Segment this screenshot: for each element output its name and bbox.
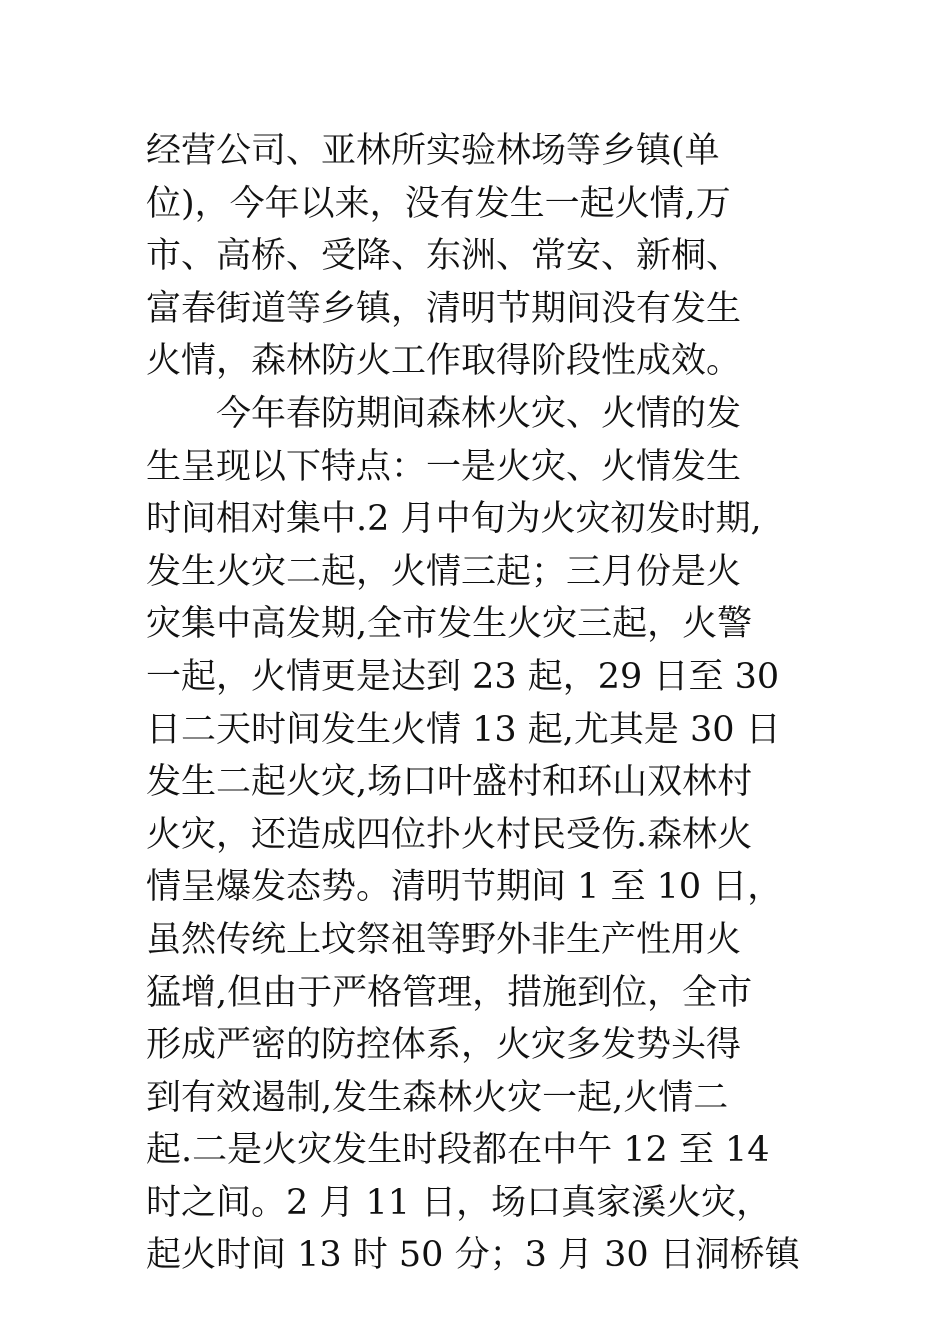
text-line: 情呈爆发态势。清明节期间 1 至 10 日， <box>146 867 783 908</box>
text-line: 灾集中高发期,全市发生火灾三起，火警 <box>146 604 753 645</box>
text-line: 时之间。2 月 11 日，场口真家溪火灾， <box>146 1182 772 1223</box>
text-line: 今年春防期间森林火灾、火情的发 <box>146 393 742 434</box>
text-line: 时间相对集中.2 月中旬为火灾初发时期, <box>146 499 762 540</box>
text-line: 位)，今年以来，没有发生一起火情,万 <box>146 183 731 224</box>
text-line: 火灾，还造成四位扑火村民受伤.森林火 <box>146 814 753 855</box>
text-line: 形成严密的防控体系，火灾多发势头得 <box>146 1025 742 1066</box>
text-line: 到有效遏制,发生森林火灾一起,火情二 <box>146 1077 729 1118</box>
text-line: 日二天时间发生火情 13 起,尤其是 30 日 <box>146 709 781 750</box>
body-text <box>146 125 826 1282</box>
text-line: 发生火灾二起，火情三起；三月份是火 <box>146 551 742 592</box>
text-line: 一起，火情更是达到 23 起，29 日至 30 <box>146 656 780 697</box>
text-line: 经营公司、亚林所实验林场等乡镇(单 <box>146 131 720 171</box>
text-line: 生呈现以下特点：一是火灾、火情发生 <box>146 446 742 487</box>
text-line: 起.二是火灾发生时段都在中午 12 至 14 <box>146 1130 770 1171</box>
text-line: 发生二起火灾,场口叶盛村和环山双林村 <box>146 762 753 803</box>
text-line: 虽然传统上坟祭祖等野外非生产性用火 <box>146 919 742 960</box>
text-line: 起火时间 13 时 50 分；3 月 30 日洞桥镇 <box>146 1235 800 1276</box>
text-line: 猛增,但由于严格管理，措施到位，全市 <box>146 972 753 1013</box>
text-line: 市、高桥、受降、东洲、常安、新桐、 <box>146 236 742 277</box>
text-line: 富春街道等乡镇，清明节期间没有发生 <box>146 288 742 329</box>
text-line: 火情，森林防火工作取得阶段性成效。 <box>146 341 742 382</box>
